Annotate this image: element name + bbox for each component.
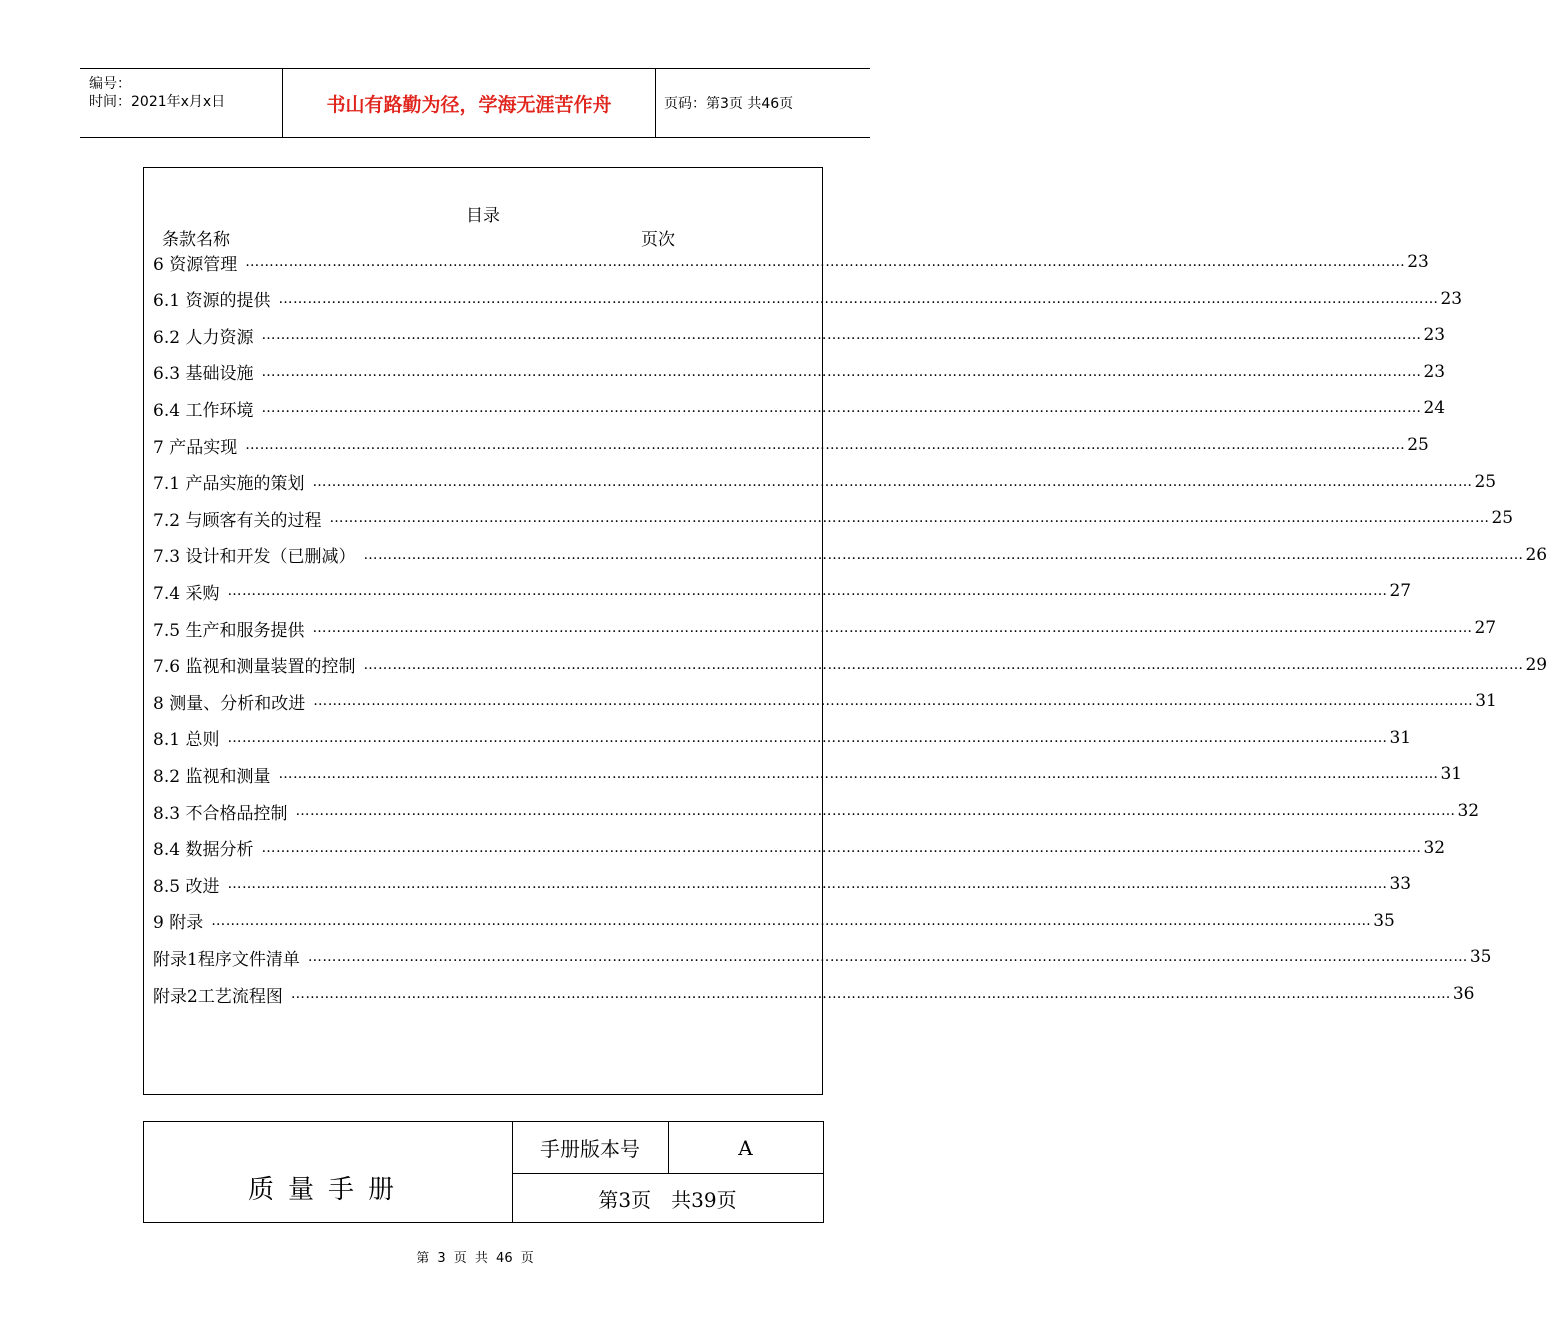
toc-leader-dots: …………………………………………………………………………………………………………………………………………………………………………………………………………………… — [290, 986, 1451, 1002]
toc-entry-page: 27 — [1389, 581, 1412, 602]
toc-leader-dots: …………………………………………………………………………………………………………………………………………………………………………………………………………………… — [211, 912, 1372, 929]
manual-info-box — [143, 1121, 824, 1223]
toc-entry[interactable] — [153, 799, 1480, 824]
toc-entry-label: 6 资源管理 — [153, 254, 238, 275]
toc-entry-label: 6.4 工作环境 — [153, 400, 254, 421]
toc-leader-dots: …………………………………………………………………………………………………………………………………………………………………………………………………………………… — [261, 400, 1422, 417]
toc-entry[interactable] — [153, 909, 1395, 934]
toc-entry[interactable] — [153, 433, 1429, 458]
version-label: 手册版本号 — [512, 1122, 669, 1174]
toc-entry-page: 36 — [1452, 984, 1475, 1004]
toc-leader-dots: …………………………………………………………………………………………………………………………………………………………………………………………………………………… — [307, 949, 1468, 966]
toc-column-name: 条款名称 — [162, 230, 230, 250]
toc-entry-label: 6.3 基础设施 — [153, 364, 254, 385]
toc-entry-page: 27 — [1474, 618, 1497, 638]
toc-entry-page: 32 — [1423, 837, 1446, 858]
toc-entry-page: 23 — [1423, 361, 1446, 382]
toc-column-page: 页次 — [641, 230, 675, 250]
toc-entry-page: 23 — [1407, 252, 1429, 272]
toc-leader-dots: …………………………………………………………………………………………………………………………………………………………………………………………………………………… — [245, 437, 1406, 453]
page-header — [80, 68, 870, 138]
toc-entry[interactable] — [153, 250, 1429, 275]
toc-title: 目录 — [466, 206, 500, 226]
toc-entry-label: 7.3 设计和开发（已删减） — [153, 547, 356, 568]
toc-entry-label: 7.5 生产和服务提供 — [153, 620, 305, 641]
toc-entry-label: 7.6 监视和测量装置的控制 — [153, 657, 356, 678]
toc-entry-label: 7.2 与顾客有关的过程 — [153, 510, 322, 531]
toc-entry-label: 6.2 人力资源 — [153, 327, 254, 348]
toc-entry[interactable] — [153, 396, 1446, 421]
toc-entry-label: 7.4 采购 — [153, 583, 220, 604]
toc-leader-dots: …………………………………………………………………………………………………………………………………………………………………………………………………………………… — [312, 620, 1473, 636]
toc-entry[interactable] — [153, 323, 1446, 348]
header-meta — [80, 69, 282, 137]
toc-entry[interactable] — [153, 287, 1463, 312]
toc-entry-label: 8.5 改进 — [153, 876, 220, 897]
toc-leader-dots: …………………………………………………………………………………………………………………………………………………………………………………………………………………… — [227, 729, 1388, 746]
toc-entry[interactable] — [153, 506, 1514, 531]
toc-leader-dots: …………………………………………………………………………………………………………………………………………………………………………………………………………………… — [245, 254, 1406, 270]
table-of-contents — [143, 167, 1547, 1095]
toc-entry-label: 附录2工艺流程图 — [153, 986, 283, 1007]
toc-entry-page: 26 — [1525, 544, 1547, 565]
toc-entry-page: 31 — [1475, 691, 1497, 712]
toc-entry[interactable] — [153, 543, 1547, 568]
toc-entry[interactable] — [153, 982, 1475, 1007]
manual-title: 质量手册 — [248, 1175, 409, 1205]
version-value: A — [668, 1122, 823, 1174]
toc-leader-dots: …………………………………………………………………………………………………………………………………………………………………………………………………………………… — [278, 290, 1439, 307]
toc-entry-label: 6.1 资源的提供 — [153, 291, 271, 312]
toc-entry-page: 29 — [1525, 654, 1547, 675]
header-motto-cell — [282, 69, 656, 137]
toc-entry-page: 25 — [1491, 508, 1514, 529]
toc-entry[interactable] — [153, 689, 1497, 714]
toc-leader-dots: …………………………………………………………………………………………………………………………………………………………………………………………………………………… — [227, 583, 1388, 600]
toc-leader-dots: …………………………………………………………………………………………………………………………………………………………………………………………………………………… — [227, 876, 1388, 893]
toc-entry-page: 25 — [1474, 471, 1497, 492]
toc-entry-page: 35 — [1373, 910, 1395, 931]
time-label: 时间：2021年x月x日 — [89, 94, 226, 110]
toc-leader-dots: …………………………………………………………………………………………………………………………………………………………………………………………………………………… — [278, 766, 1439, 783]
number-label: 编号： — [89, 76, 131, 92]
toc-entry[interactable] — [153, 653, 1547, 678]
toc-leader-dots: …………………………………………………………………………………………………………………………………………………………………………………………………………………… — [295, 803, 1456, 819]
toc-entry-page: 31 — [1389, 727, 1412, 748]
toc-entry-page: 23 — [1423, 325, 1446, 346]
toc-entry-label: 8.3 不合格品控制 — [153, 803, 288, 824]
toc-entry-label: 7 产品实现 — [153, 437, 238, 458]
toc-entry-label: 8 测量、分析和改进 — [153, 693, 306, 714]
toc-leader-dots: …………………………………………………………………………………………………………………………………………………………………………………………………………………… — [363, 656, 1524, 673]
toc-entry-page: 25 — [1407, 435, 1429, 455]
toc-entry-page: 23 — [1440, 288, 1463, 309]
page-footer: 第 3 页 共 46 页 — [416, 1251, 534, 1266]
toc-leader-dots: …………………………………………………………………………………………………………………………………………………………………………………………………………………… — [261, 839, 1422, 856]
toc-entry-page: 24 — [1423, 398, 1446, 419]
toc-entry[interactable] — [153, 872, 1412, 897]
toc-leader-dots: …………………………………………………………………………………………………………………………………………………………………………………………………………………… — [261, 327, 1422, 344]
toc-leader-dots: …………………………………………………………………………………………………………………………………………………………………………………………………………………… — [313, 693, 1474, 710]
header-page-info: 页码：第3页 共46页 — [664, 96, 794, 112]
toc-entry-page: 35 — [1469, 947, 1492, 968]
toc-leader-dots: …………………………………………………………………………………………………………………………………………………………………………………………………………………… — [312, 473, 1473, 490]
toc-entry[interactable] — [153, 836, 1446, 861]
toc-entry-label: 附录1程序文件清单 — [153, 949, 300, 970]
toc-entry-page: 33 — [1389, 874, 1412, 895]
toc-entry[interactable] — [153, 762, 1463, 787]
toc-entry-page: 32 — [1457, 801, 1480, 821]
toc-entry-label: 8.1 总则 — [153, 730, 220, 751]
toc-entry[interactable] — [153, 616, 1497, 641]
toc-entry[interactable] — [153, 579, 1412, 604]
toc-entry[interactable] — [153, 945, 1492, 970]
toc-entry-label: 7.1 产品实施的策划 — [153, 474, 305, 495]
toc-entry-label: 9 附录 — [153, 913, 204, 934]
manual-page-current: 第3页 — [598, 1187, 652, 1212]
toc-leader-dots: …………………………………………………………………………………………………………………………………………………………………………………………………………………… — [329, 510, 1490, 527]
manual-page-cell — [512, 1174, 823, 1222]
toc-entry-label: 8.2 监视和测量 — [153, 766, 271, 787]
toc-entry-page: 31 — [1440, 764, 1463, 785]
motto-text: 书山有路勤为径，学海无涯苦作舟 — [326, 93, 612, 116]
toc-entry[interactable] — [153, 726, 1412, 751]
toc-leader-dots: …………………………………………………………………………………………………………………………………………………………………………………………………………………… — [363, 546, 1524, 563]
toc-leader-dots: …………………………………………………………………………………………………………………………………………………………………………………………………………………… — [261, 363, 1422, 380]
manual-title-cell — [144, 1122, 513, 1222]
toc-entry[interactable] — [153, 470, 1497, 495]
toc-entry-label: 8.4 数据分析 — [153, 840, 254, 861]
toc-entry[interactable] — [153, 360, 1446, 385]
manual-page-total: 共39页 — [671, 1187, 737, 1212]
